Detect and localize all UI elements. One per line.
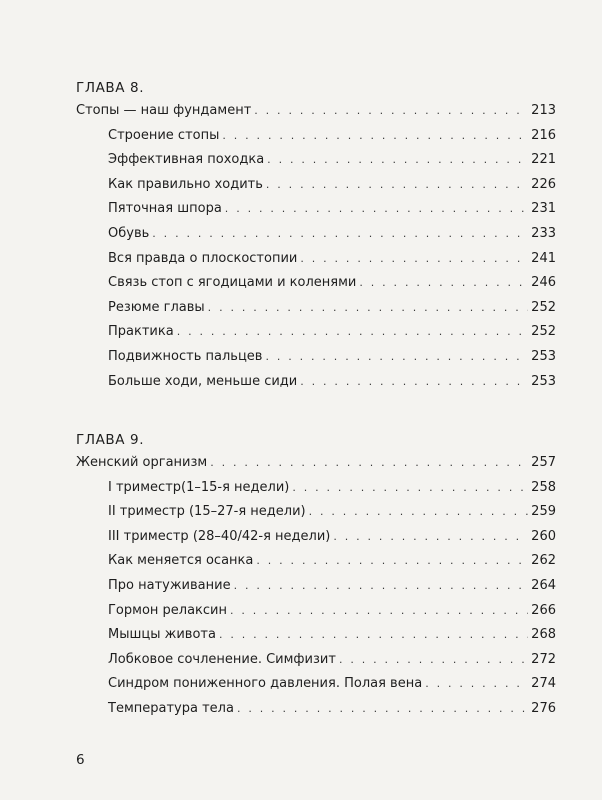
toc-entry-title: Температура тела [108, 700, 234, 716]
leader-dots [230, 599, 528, 624]
toc-entry-title: Эффективная походка [108, 152, 265, 168]
toc-entry[interactable] [76, 173, 556, 198]
toc-entry-page: 252 [531, 324, 556, 340]
toc-entry[interactable] [76, 296, 556, 321]
leader-dots [234, 574, 529, 599]
toc-entry-title: Вся правда о плоскостопии [108, 250, 298, 266]
toc-entry[interactable] [76, 320, 556, 345]
toc-entry-chapter[interactable] [76, 99, 556, 124]
chapter-8 [76, 77, 556, 394]
toc-entry[interactable] [76, 623, 556, 648]
toc-entry-page: 266 [531, 602, 556, 618]
chapter-9 [76, 429, 556, 722]
toc-entry-page: 262 [531, 553, 556, 569]
leader-dots [309, 500, 529, 525]
toc-entry[interactable] [76, 648, 556, 673]
toc-entry-title: Как меняется осанка [108, 553, 254, 569]
leader-dots [425, 672, 528, 697]
toc-entry-title: Женский организм [76, 455, 208, 470]
toc-entry[interactable] [76, 370, 556, 395]
leader-dots [210, 451, 528, 476]
toc-entry-page: 258 [531, 479, 556, 495]
toc-entry[interactable] [76, 476, 556, 501]
toc-entry-page: 231 [531, 201, 556, 217]
toc-entry-title: Как правильно ходить [108, 176, 263, 192]
toc-entry[interactable] [76, 148, 556, 173]
toc-entry[interactable] [76, 599, 556, 624]
leader-dots [254, 99, 528, 124]
toc-entry[interactable] [76, 222, 556, 247]
leader-dots [339, 648, 528, 673]
toc-entry[interactable] [76, 672, 556, 697]
leader-dots [177, 320, 528, 345]
toc-entry-page: 253 [531, 348, 556, 364]
leader-dots [222, 124, 528, 149]
toc-entry-title: Про натуживание [108, 577, 231, 593]
leader-dots [333, 525, 528, 550]
toc-entry[interactable] [76, 271, 556, 296]
toc-entry-page: 260 [531, 528, 556, 544]
toc-entry-title: Подвижность пальцев [108, 348, 263, 364]
toc-entry-page: 252 [531, 299, 556, 315]
toc-entry-page: 246 [531, 275, 556, 291]
toc-entry-page: 268 [531, 627, 556, 643]
toc-entry[interactable] [76, 574, 556, 599]
chapter-heading: ГЛАВА 9. [76, 432, 145, 448]
toc-entry-page: 259 [531, 504, 556, 520]
chapter-heading: ГЛАВА 8. [76, 80, 145, 96]
leader-dots [267, 148, 528, 173]
toc-entry-title: Обувь [108, 225, 150, 241]
page-number: 6 [76, 752, 85, 768]
leader-dots [219, 623, 528, 648]
toc-entry[interactable] [76, 697, 556, 722]
toc-entry-page: 233 [531, 225, 556, 241]
toc-entry-page: 257 [531, 455, 556, 470]
leader-dots [292, 476, 528, 501]
toc-entry-page: 221 [531, 152, 556, 168]
toc-entry-page: 226 [531, 176, 556, 192]
leader-dots [300, 247, 528, 272]
leader-dots [256, 549, 528, 574]
toc-entry-title: Резюме главы [108, 299, 205, 315]
toc-entry-title: III триместр (28–40/42-я недели) [108, 528, 331, 544]
toc-entry-title: Гормон релаксин [108, 602, 227, 618]
leader-dots [300, 370, 528, 395]
toc-entry[interactable] [76, 247, 556, 272]
toc-entry-page: 272 [531, 651, 556, 667]
toc-entry[interactable] [76, 197, 556, 222]
toc-entry[interactable] [76, 549, 556, 574]
toc-entry-page: 274 [531, 676, 556, 692]
toc-entry-title: Пяточная шпора [108, 201, 222, 217]
leader-dots [359, 271, 528, 296]
toc-entry-page: 241 [531, 250, 556, 266]
toc-entry-title: Практика [108, 324, 174, 340]
toc-entry[interactable] [76, 525, 556, 550]
leader-dots [266, 173, 528, 198]
leader-dots [225, 197, 528, 222]
toc-entry[interactable] [76, 124, 556, 149]
toc-entry-page: 213 [531, 103, 556, 118]
leader-dots [237, 697, 528, 722]
toc-entry-chapter[interactable] [76, 451, 556, 476]
toc-entry-title: Стопы — наш фундамент [76, 103, 252, 118]
toc-entry-page: 253 [531, 373, 556, 389]
toc-entry-title: II триместр (15–27-я недели) [108, 504, 306, 520]
toc-entry-title: Связь стоп с ягодицами и коленями [108, 275, 357, 291]
toc-entry-title: Мышцы живота [108, 627, 216, 643]
toc-entry-page: 216 [531, 127, 556, 143]
leader-dots [208, 296, 529, 321]
toc-entry-page: 264 [531, 577, 556, 593]
toc-entry-title: Синдром пониженного давления. Полая вена [108, 676, 423, 692]
toc-entry-title: Лобковое сочленение. Симфизит [108, 651, 336, 667]
toc-entry[interactable] [76, 345, 556, 370]
toc-entry-title: Строение стопы [108, 127, 220, 143]
toc-entry-title: I триместр(1–15-я недели) [108, 479, 290, 495]
toc-entry[interactable] [76, 500, 556, 525]
leader-dots [152, 222, 528, 247]
toc-entry-title: Больше ходи, меньше сиди [108, 373, 298, 389]
leader-dots [265, 345, 528, 370]
toc-entry-page: 276 [531, 700, 556, 716]
